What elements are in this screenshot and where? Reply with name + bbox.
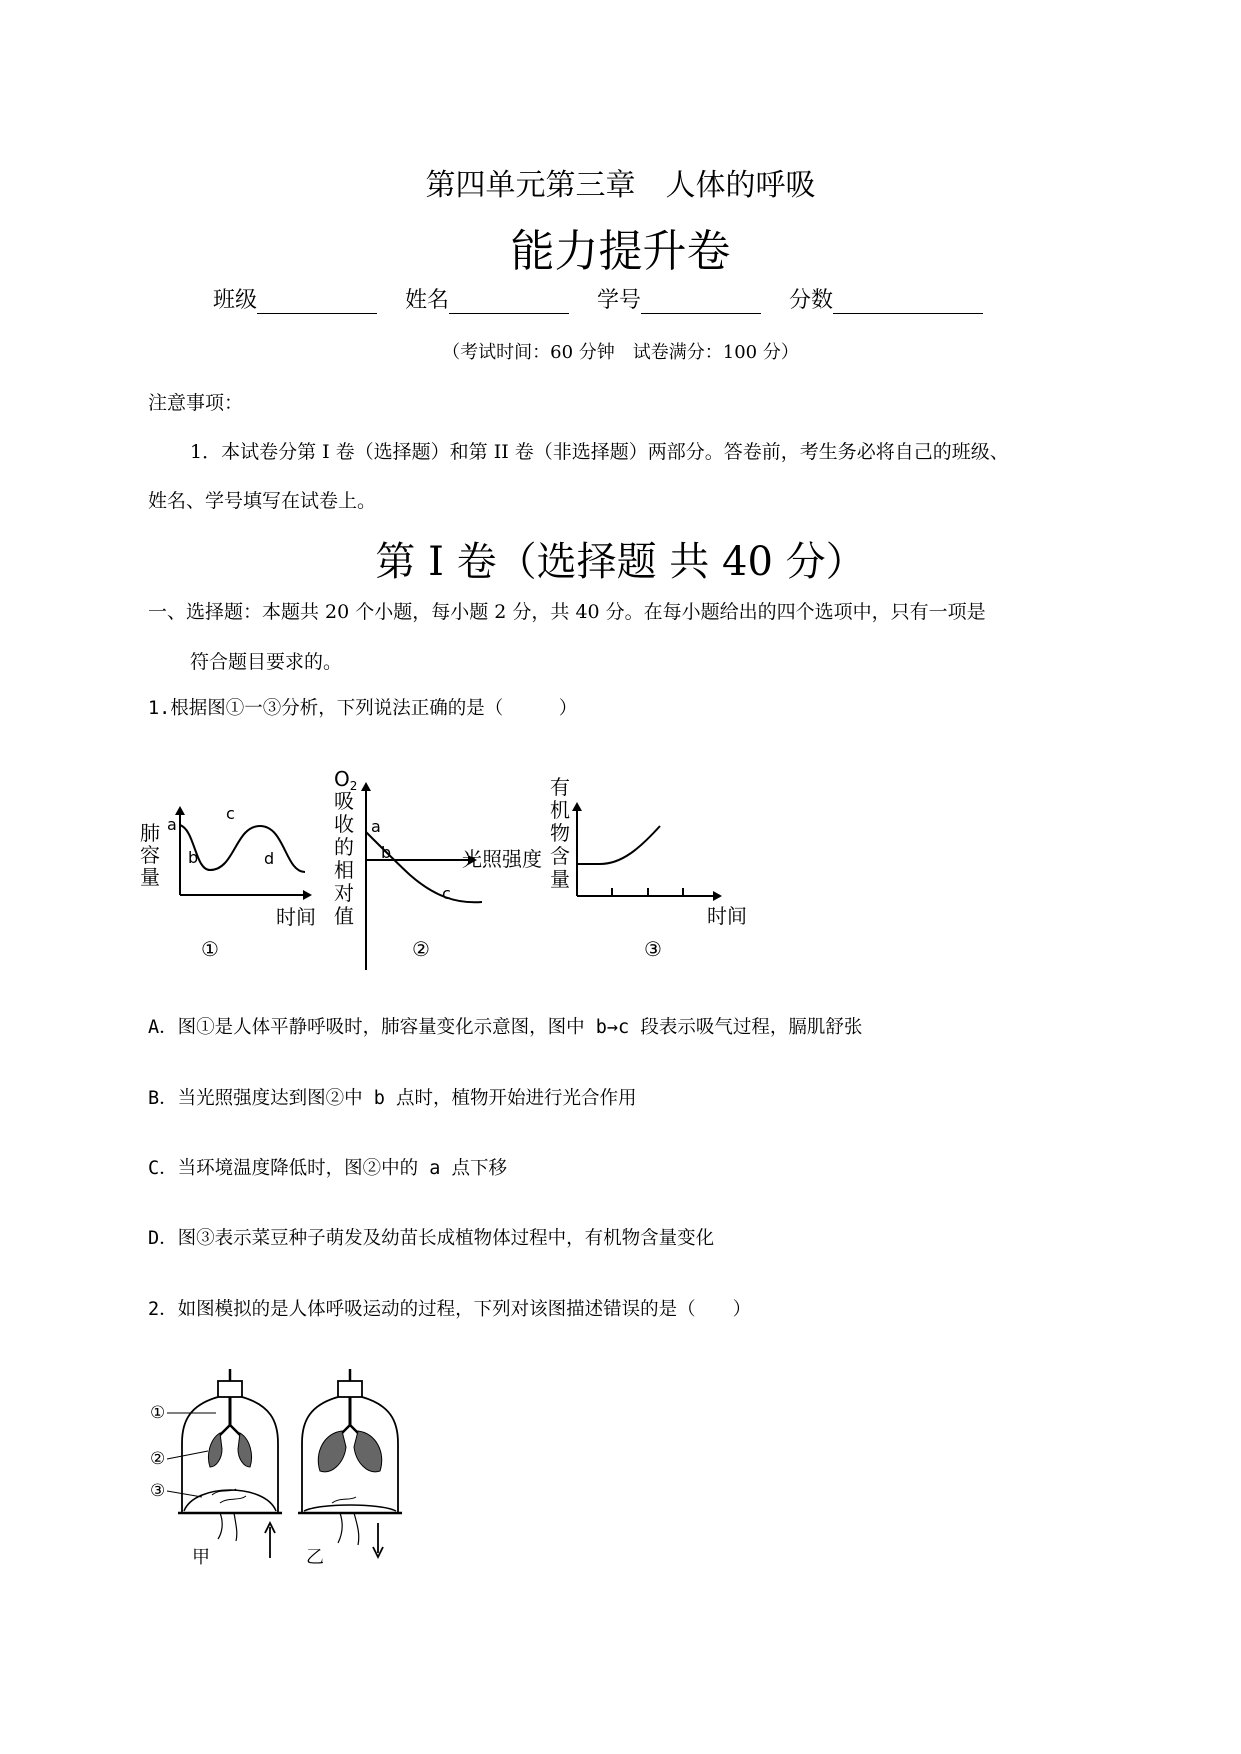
exam-info: （考试时间：60 分钟 试卷满分：100 分） xyxy=(442,342,799,363)
student-id-blank[interactable] xyxy=(641,291,761,314)
jar-yi xyxy=(298,1369,402,1568)
fig3-ylabel-2: 机 xyxy=(550,798,570,822)
fig2-ylabel-3: 的 xyxy=(334,835,354,859)
fig1-xlabel: 时间 xyxy=(276,905,316,929)
fig2-point-b: b xyxy=(381,843,392,862)
jar-jia-diaphragm xyxy=(184,1490,276,1511)
student-id-label: 学号 xyxy=(597,288,642,313)
q1-figures xyxy=(140,760,860,975)
jar-labels xyxy=(150,1403,216,1501)
jar-jia-lung-left xyxy=(208,1433,222,1467)
fig2-ylabel-o2-sub: 2 xyxy=(349,779,358,793)
fig1-point-a: a xyxy=(167,815,177,834)
fig2-ylabel-o2: $O_2$ xyxy=(334,767,358,793)
jar-yi-stopper xyxy=(338,1381,362,1397)
jar-yi-diaphragm xyxy=(304,1505,396,1511)
label-1: ① xyxy=(150,1403,166,1423)
fig1-ylabel-3: 量 xyxy=(140,865,160,889)
fig1-number: ① xyxy=(201,937,219,961)
fig2-ylabel-6: 值 xyxy=(334,904,354,928)
fig2-point-c: c xyxy=(442,884,451,903)
fig2-ylabel-5: 对 xyxy=(334,881,354,905)
jar-yi-caption: 乙 xyxy=(306,1547,324,1568)
q1-option-b: B．当光照强度达到图②中 b 点时，植物开始进行光合作用 xyxy=(148,1088,637,1109)
label-3: ③ xyxy=(150,1481,166,1501)
q1-stem: 1.根据图①一③分析，下列说法正确的是（ ） xyxy=(148,698,578,719)
name-label: 姓名 xyxy=(405,288,450,313)
score-blank[interactable] xyxy=(833,291,983,314)
fig3-ylabel-1: 有 xyxy=(550,775,570,799)
fig3-ylabel-4: 含 xyxy=(550,844,570,868)
fig1-point-c: c xyxy=(226,804,235,823)
fig3-ylabel-3: 物 xyxy=(550,821,570,845)
class-label: 班级 xyxy=(213,288,258,313)
fig1-ylabel-2: 容 xyxy=(140,843,160,867)
jar-jia-caption: 甲 xyxy=(192,1547,210,1568)
notes-item-1-line-1: 1．本试卷分第 I 卷（选择题）和第 II 卷（非选择题）两部分。答卷前，考生务必将自己的班级、 xyxy=(190,441,1009,463)
fig2-ylabel-1: 吸 xyxy=(334,789,354,813)
fig3-ylabel-5: 量 xyxy=(550,867,570,891)
jar-yi-lung-left xyxy=(318,1431,346,1472)
section-intro-line-1: 一、选择题：本题共 20 个小题，每小题 2 分，共 40 分。在每小题给出的四个选项中，只有一项是 xyxy=(148,601,986,623)
figure-2 xyxy=(334,767,542,970)
fig3-number: ③ xyxy=(644,937,662,961)
q1-option-c: C．当环境温度降低时，图②中的 a 点下移 xyxy=(148,1158,508,1179)
fig2-point-a: a xyxy=(371,817,381,836)
label-2: ② xyxy=(150,1449,166,1469)
score-label: 分数 xyxy=(789,288,834,313)
fig2-number: ② xyxy=(412,937,430,961)
fig1-point-b: b xyxy=(188,848,199,867)
notes-item-1-line-2: 姓名、学号填写在试卷上。 xyxy=(148,490,377,512)
q1-option-d: D．图③表示菜豆种子萌发及幼苗长成植物体过程中，有机物含量变化 xyxy=(148,1228,715,1249)
q2-figure xyxy=(150,1363,410,1568)
jar-jia-stopper xyxy=(218,1381,242,1397)
section-intro-line-2: 符合题目要求的。 xyxy=(190,651,343,673)
fig1-curve xyxy=(180,825,305,872)
figure-3 xyxy=(550,775,747,961)
jar-jia-lung-right xyxy=(238,1433,252,1467)
q2-stem: 2．如图模拟的是人体呼吸运动的过程，下列对该图描述错误的是（ ） xyxy=(148,1299,752,1320)
fig3-xlabel: 时间 xyxy=(707,904,747,928)
fig2-ylabel-4: 相 xyxy=(334,858,354,882)
fig1-point-d: d xyxy=(264,849,275,868)
student-info-row xyxy=(213,283,983,314)
jar-yi-lung-right xyxy=(354,1431,382,1472)
subtitle: 能力提升卷 xyxy=(510,226,731,277)
section-title: 第 I 卷（选择题 共 40 分） xyxy=(375,539,866,585)
jar-jia xyxy=(178,1369,282,1568)
title: 第四单元第三章 人体的呼吸 xyxy=(425,168,816,203)
figure-1 xyxy=(140,804,316,961)
fig2-xlabel: 光照强度 xyxy=(462,847,542,871)
fig2-ylabel-2: 收 xyxy=(334,812,354,836)
fig3-curve xyxy=(577,826,660,864)
class-blank[interactable] xyxy=(257,291,377,314)
q1-option-a: A．图①是人体平静呼吸时，肺容量变化示意图，图中 b→c 段表示吸气过程，膈肌舒张 xyxy=(148,1017,863,1038)
name-blank[interactable] xyxy=(449,291,569,314)
notes-heading: 注意事项： xyxy=(148,392,244,414)
fig1-ylabel-1: 肺 xyxy=(140,821,160,845)
